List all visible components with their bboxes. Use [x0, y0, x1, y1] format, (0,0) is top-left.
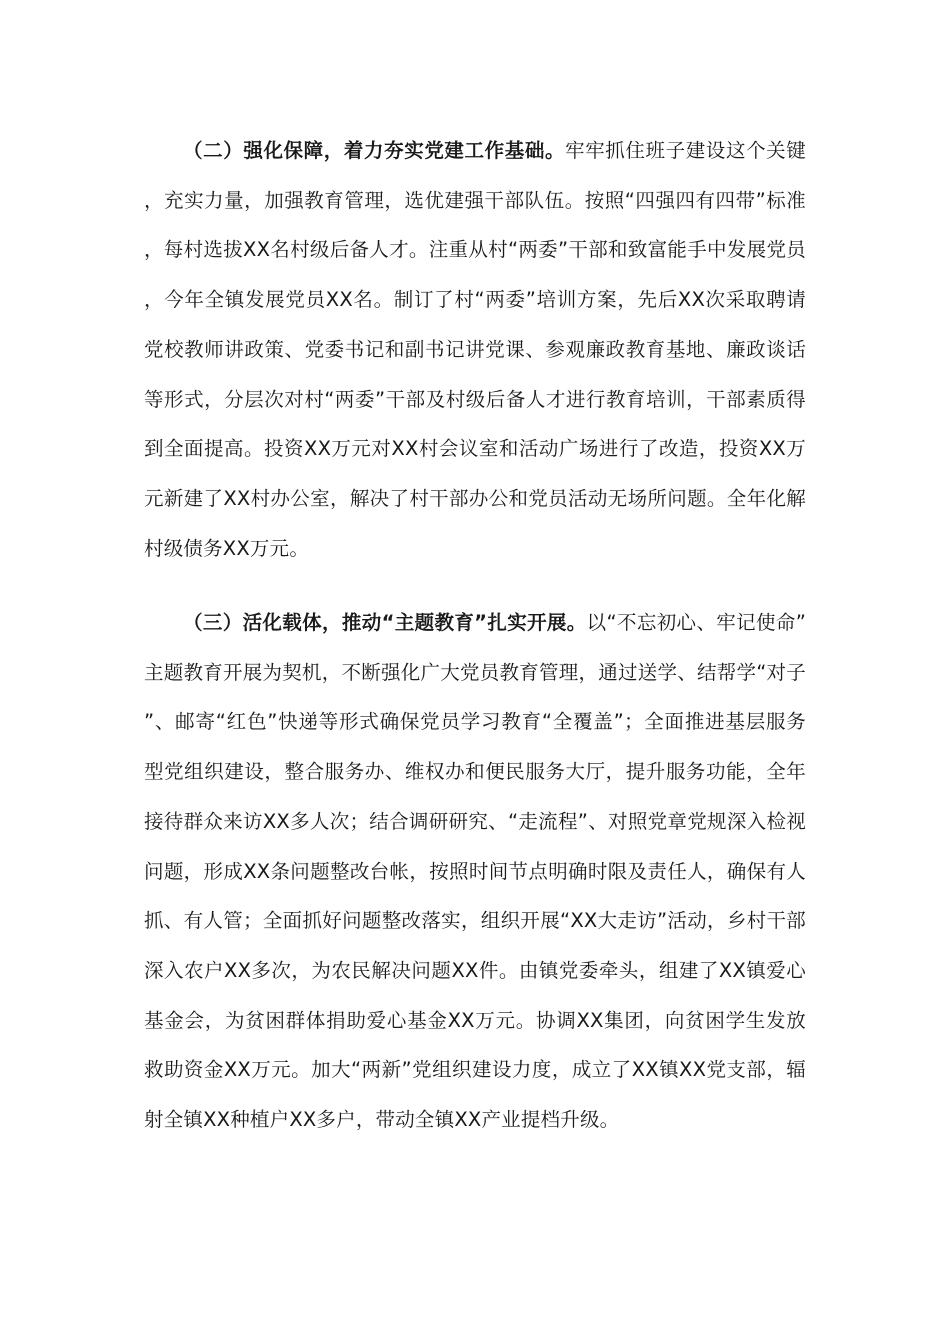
- paragraph-heading: （三）活化载体，推动“主题教育”扎实开展。: [183, 611, 587, 634]
- paragraph-body: 牢牢抓住班子建设这个关键，充实力量，加强教育管理，选优建强干部队伍。按照“四强四有四带”标准，每村选拔XX名村级后备人才。注重从村“两委”干部和致富能手中发展党员，今年全镇发展党员XX名。制订了村“两委”培训方案，先后XX次采取聘请党校教师讲政策、党委书记和副书记讲党课、参观廉政教育基地、廉政谈话等形式，分层次对村“两委”干部及村级后备人才进行教育培训，干部素质得到全面提高。投资XX万元对XX村会议室和活动广场进行了改造，投资XX万元新建了XX村办公室，解决了村干部办公和党员活动无场所问题。全年化解村级债务XX万元。: [144, 139, 806, 560]
- paragraph-strengthen-guarantee: [144, 126, 806, 573]
- paragraph-heading: （二）强化保障，着力夯实党建工作基础。: [183, 139, 566, 162]
- paragraph-body: 以“不忘初心、牢记使命”主题教育开展为契机，不断强化广大党员教育管理，通过送学、结帮学“对子”、邮寄“红色”快递等形式确保党员学习教育“全覆盖”；全面推进基层服务型党组织建设，整合服务办、维权办和便民服务大厅，提升服务功能，全年接待群众来访XX多人次；结合调研研究、“走流程”、对照党章党规深入检视问题，形成XX条问题整改台帐，按照时间节点明确时限及责任人，确保有人抓、有人管；全面抓好问题整改落实，组织开展“XX大走访”活动，乡村干部深入农户XX多次，为农民解决问题XX件。由镇党委牵头，组建了XX镇爱心基金会，为贫困群体捐助爱心基金XX万元。协调XX集团，向贫困学生发放救助资金XX万元。加大“两新”党组织建设力度，成立了XX镇XX党支部，辐射全镇XX种植户XX多户，带动全镇XX产业提档升级。: [144, 611, 806, 1132]
- paragraph-theme-education: [144, 598, 806, 1145]
